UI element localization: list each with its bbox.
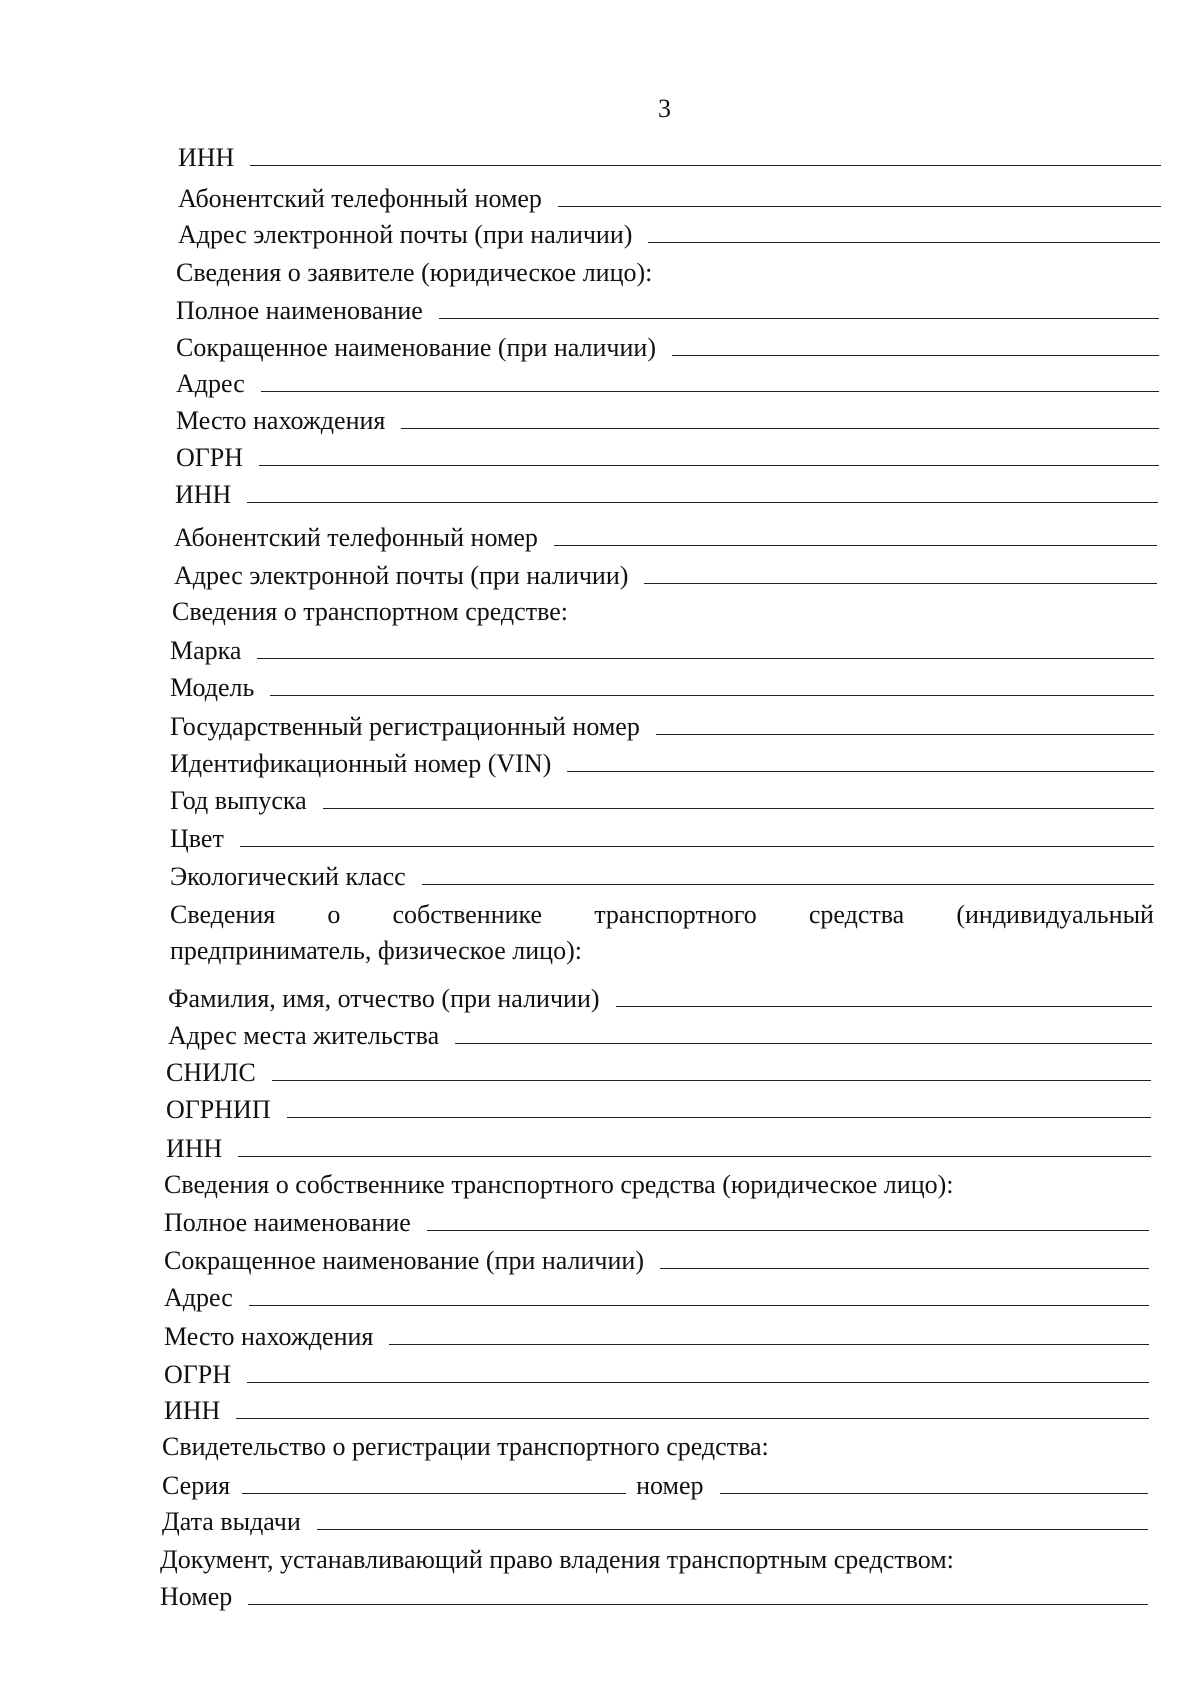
field-reg-number xyxy=(170,712,1154,742)
field-label: Полное наименование xyxy=(164,1208,411,1237)
field-blank[interactable] xyxy=(270,694,1154,696)
field-label: ИНН xyxy=(164,1396,221,1425)
field-short-name xyxy=(176,333,1159,363)
field-eco-class xyxy=(170,862,1154,892)
field-label: Место нахождения xyxy=(176,406,386,435)
field-label: Марка xyxy=(170,636,242,665)
field-issue-date xyxy=(162,1507,1148,1537)
field-blank[interactable] xyxy=(656,733,1154,735)
field-blank[interactable] xyxy=(672,354,1159,356)
field-full-name xyxy=(164,1208,1149,1238)
field-blank[interactable] xyxy=(317,1528,1148,1530)
field-model xyxy=(170,673,1154,703)
field-brand xyxy=(170,636,1154,666)
field-label: Место нахождения xyxy=(164,1322,374,1351)
field-blank[interactable] xyxy=(249,1304,1149,1306)
heading-word: транспортного xyxy=(594,900,757,929)
field-blank[interactable] xyxy=(238,1155,1151,1157)
field-blank[interactable] xyxy=(323,807,1154,809)
heading-word: о xyxy=(327,900,341,929)
field-label: ОГРН xyxy=(176,443,244,472)
field-blank[interactable] xyxy=(240,845,1154,847)
field-label: Экологический класс xyxy=(170,862,406,891)
field-series-number xyxy=(162,1471,1148,1501)
field-label: Адрес xyxy=(176,369,245,398)
field-label: Цвет xyxy=(170,824,224,853)
field-label: Адрес места жительства xyxy=(168,1021,440,1050)
field-label: Абонентский телефонный номер xyxy=(174,523,538,552)
section-heading-owner-legal: Сведения о собственнике транспортного средства (юридическое лицо): xyxy=(164,1170,954,1199)
field-label: Государственный регистрационный номер xyxy=(170,712,640,741)
section-heading-owner-individual xyxy=(170,900,1154,966)
field-label: Серия xyxy=(162,1471,231,1500)
number-blank[interactable] xyxy=(720,1492,1149,1494)
heading-line-2: предприниматель, физическое лицо): xyxy=(170,936,582,965)
field-blank[interactable] xyxy=(247,1381,1149,1383)
field-blank[interactable] xyxy=(558,205,1161,207)
field-address xyxy=(176,369,1159,399)
field-blank[interactable] xyxy=(644,582,1157,584)
field-blank[interactable] xyxy=(261,390,1159,392)
field-blank[interactable] xyxy=(648,241,1160,243)
field-label: Фамилия, имя, отчество (при наличии) xyxy=(168,984,600,1013)
field-location xyxy=(164,1322,1149,1352)
field-ogrnip xyxy=(166,1095,1151,1125)
field-phone xyxy=(174,523,1157,553)
field-inn xyxy=(166,1134,1151,1164)
field-label: Номер xyxy=(160,1582,233,1611)
series-blank[interactable] xyxy=(242,1492,626,1494)
field-label: Адрес электронной почты (при наличии) xyxy=(178,220,633,249)
field-label: Адрес xyxy=(164,1283,233,1312)
field-blank[interactable] xyxy=(660,1267,1149,1269)
field-snils xyxy=(166,1058,1151,1088)
section-heading-applicant-legal: Сведения о заявителе (юридическое лицо): xyxy=(176,258,653,287)
heading-justified-line xyxy=(170,900,1154,930)
field-label: Сокращенное наименование (при наличии) xyxy=(164,1246,644,1275)
heading-word: средства xyxy=(808,900,905,929)
field-label: Дата выдачи xyxy=(162,1507,301,1536)
field-fio xyxy=(168,984,1152,1014)
field-phone xyxy=(178,184,1161,214)
field-blank[interactable] xyxy=(616,1005,1152,1007)
field-email xyxy=(178,220,1160,250)
field-blank[interactable] xyxy=(567,770,1154,772)
heading-word: собственнике xyxy=(392,900,543,929)
field-ogrn xyxy=(176,443,1159,473)
section-heading-ownership-doc: Документ, устанавливающий право владения транспортным средством: xyxy=(160,1545,954,1574)
field-location xyxy=(176,406,1159,436)
field-blank[interactable] xyxy=(422,883,1154,885)
section-heading-vehicle: Сведения о транспортном средстве: xyxy=(172,597,568,626)
field-label: СНИЛС xyxy=(166,1058,256,1087)
field-blank[interactable] xyxy=(389,1343,1149,1345)
field-inn xyxy=(175,480,1158,510)
field-full-name xyxy=(176,296,1159,326)
field-label: ОГРНИП xyxy=(166,1095,271,1124)
field-blank[interactable] xyxy=(272,1079,1151,1081)
field-blank[interactable] xyxy=(248,1603,1148,1605)
field-blank[interactable] xyxy=(401,427,1159,429)
field-label: Идентификационный номер (VIN) xyxy=(170,749,552,778)
field-blank[interactable] xyxy=(455,1042,1152,1044)
field-label: Год выпуска xyxy=(170,786,307,815)
field-blank[interactable] xyxy=(247,501,1158,503)
field-blank[interactable] xyxy=(554,544,1157,546)
field-label: ИНН xyxy=(178,143,235,172)
field-color xyxy=(170,824,1154,854)
field-blank[interactable] xyxy=(250,164,1161,166)
field-vin xyxy=(170,749,1154,779)
field-blank[interactable] xyxy=(439,317,1159,319)
field-short-name xyxy=(164,1246,1149,1276)
page-number: 3 xyxy=(658,94,671,123)
field-blank[interactable] xyxy=(257,657,1154,659)
field-year xyxy=(170,786,1154,816)
heading-word: (индивидуальный xyxy=(956,900,1154,929)
field-blank[interactable] xyxy=(427,1229,1149,1231)
field-label: ИНН xyxy=(175,480,232,509)
field-blank[interactable] xyxy=(287,1116,1151,1118)
field-email xyxy=(174,561,1157,591)
field-blank[interactable] xyxy=(259,464,1159,466)
field-doc-number xyxy=(160,1582,1148,1612)
field-blank[interactable] xyxy=(236,1417,1149,1419)
field-label: ОГРН xyxy=(164,1360,232,1389)
field-label: Абонентский телефонный номер xyxy=(178,184,542,213)
field-residence xyxy=(168,1021,1152,1051)
field-label: номер xyxy=(636,1471,704,1500)
field-label: Адрес электронной почты (при наличии) xyxy=(174,561,629,590)
field-inn xyxy=(178,143,1161,173)
field-ogrn xyxy=(164,1360,1149,1390)
field-label: Полное наименование xyxy=(176,296,423,325)
field-label: Сокращенное наименование (при наличии) xyxy=(176,333,656,362)
field-label: Модель xyxy=(170,673,255,702)
heading-word: Сведения xyxy=(170,900,276,929)
section-heading-certificate: Свидетельство о регистрации транспортного средства: xyxy=(162,1432,769,1461)
field-inn xyxy=(164,1396,1149,1426)
field-label: ИНН xyxy=(166,1134,223,1163)
field-address xyxy=(164,1283,1149,1313)
